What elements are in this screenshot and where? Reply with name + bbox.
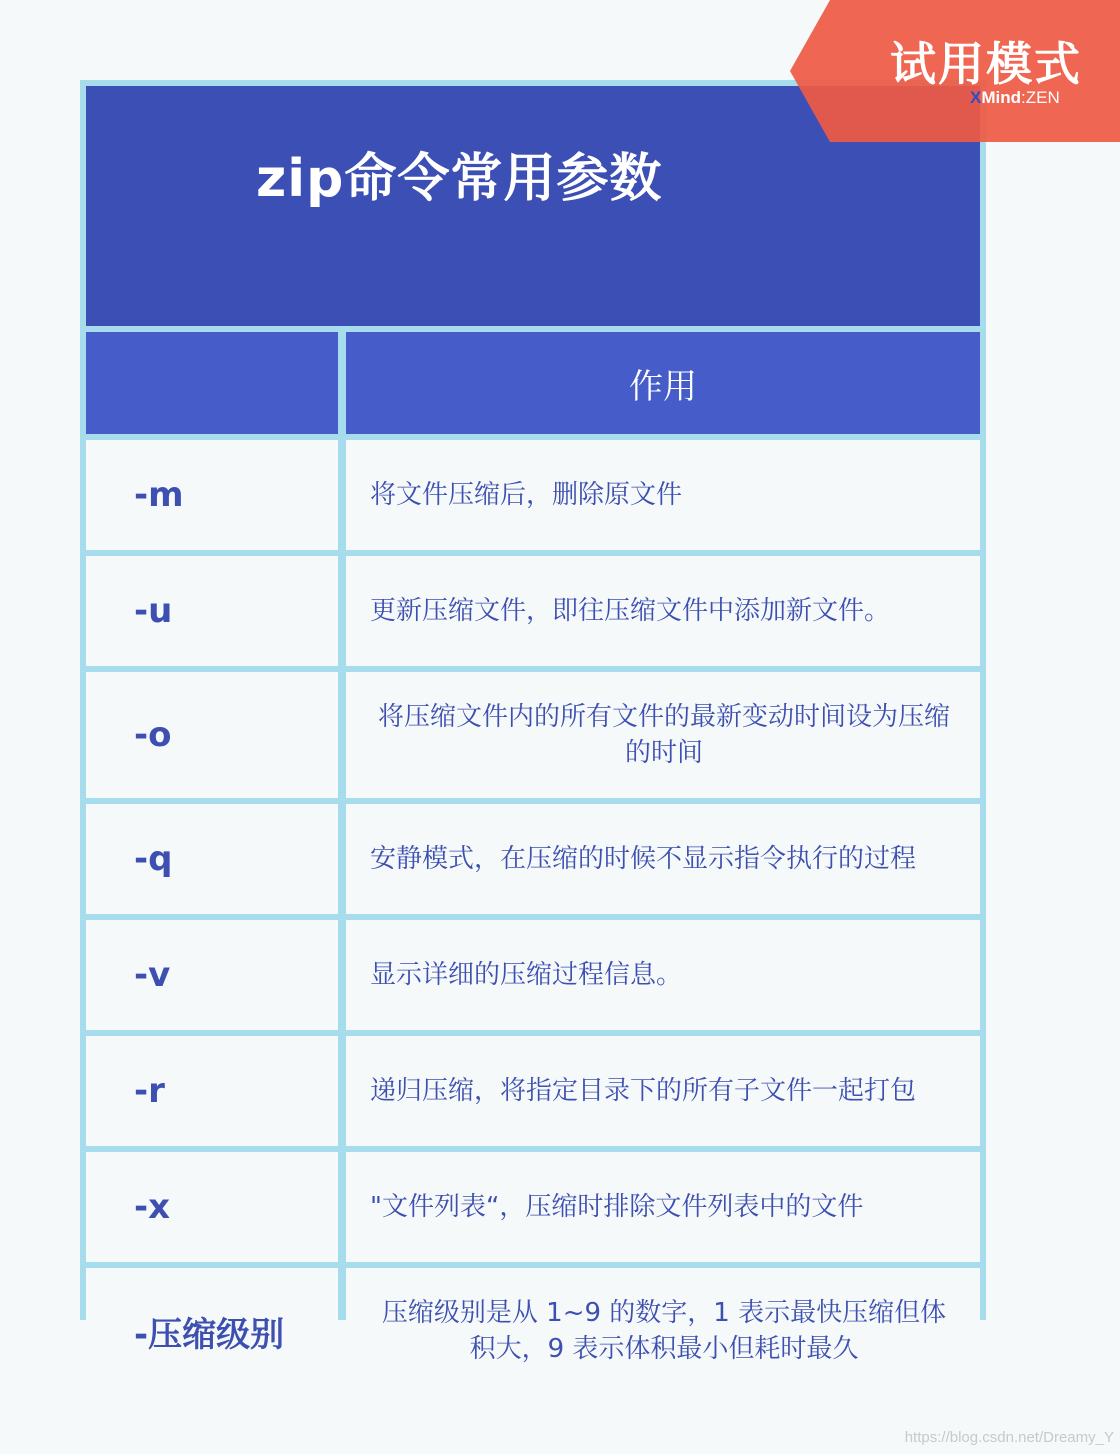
- param-key-o: -o: [86, 672, 338, 798]
- param-key-m: -m: [86, 440, 338, 550]
- param-key-u: -u: [86, 556, 338, 666]
- param-desc-o: 将压缩文件内的所有文件的最新变动时间设为压缩的时间: [346, 672, 980, 798]
- trial-mode-watermark: [790, 0, 1120, 142]
- param-desc-q: 安静模式，在压缩的时候不显示指令执行的过程: [346, 804, 980, 914]
- trial-mode-label: 试用模式: [890, 37, 1082, 91]
- header-parameter-cell: [86, 332, 338, 434]
- param-desc-r: 递归压缩，将指定目录下的所有子文件一起打包: [346, 1036, 980, 1146]
- source-credit: https://blog.csdn.net/Dreamy_Y: [904, 1429, 1114, 1446]
- param-key-level: -压缩级别: [86, 1268, 338, 1394]
- param-key-q: -q: [86, 804, 338, 914]
- param-desc-level: 压缩级别是从 1~9 的数字，1 表示最快压缩但体积大，9 表示体积最小但耗时最久: [346, 1268, 980, 1394]
- param-key-r: -r: [86, 1036, 338, 1146]
- xmind-zen-logo: XMind:ZEN: [970, 88, 1060, 107]
- param-desc-m: 将文件压缩后，删除原文件: [346, 440, 980, 550]
- table-title: zip命令常用参数: [256, 149, 663, 209]
- param-desc-v: 显示详细的压缩过程信息。: [346, 920, 980, 1030]
- parameter-table: [80, 80, 986, 1364]
- param-key-x: -x: [86, 1152, 338, 1262]
- param-desc-x: "文件列表“，压缩时排除文件列表中的文件: [346, 1152, 980, 1262]
- param-desc-u: 更新压缩文件，即往压缩文件中添加新文件。: [346, 556, 980, 666]
- header-usage-cell: 作用: [346, 332, 980, 434]
- param-key-v: -v: [86, 920, 338, 1030]
